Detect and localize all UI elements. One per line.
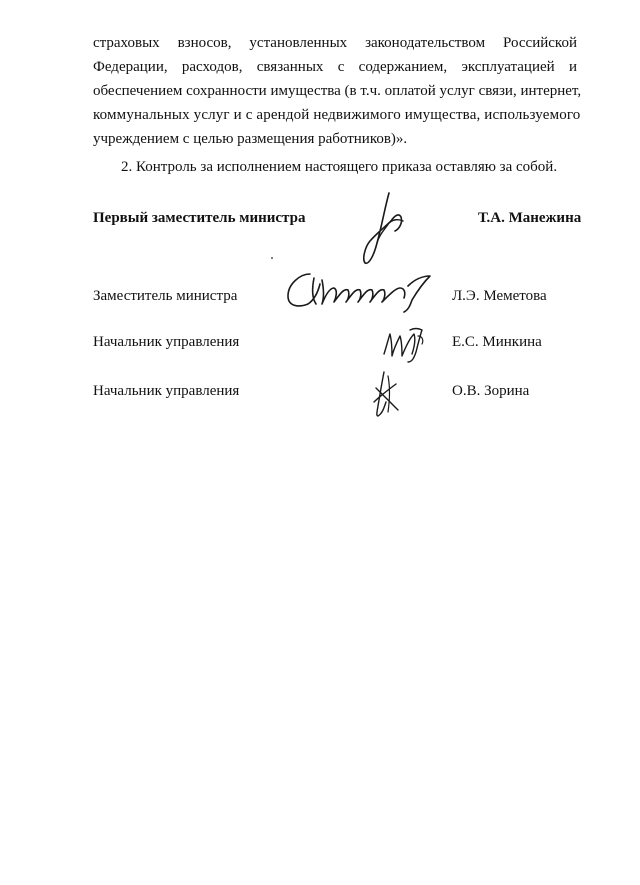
paragraph-line-5: учреждением с целью размещения работников)». (93, 131, 408, 147)
signatory-position-1: Первый заместитель министра (93, 210, 306, 226)
signatory-name-2: Л.Э. Меметова (452, 288, 547, 304)
paragraph-line-2 (93, 58, 577, 76)
signature-1 (355, 185, 415, 270)
signatory-name-1: Т.А. Манежина (478, 210, 582, 226)
word: содержанием, (358, 59, 448, 75)
word: связанных (256, 59, 324, 75)
word: законодательством (365, 35, 486, 51)
word: Федерации, (93, 59, 168, 75)
signatory-position-4: Начальник управления (93, 383, 240, 399)
paragraph-line-1 (93, 34, 577, 52)
signature-4 (368, 368, 404, 420)
paragraph-line-4: коммунальных услуг и с арендой недвижимого имущества, используемого (93, 107, 581, 123)
order-item-2: 2. Контроль за исполнением настоящего приказа оставляю за собой. (121, 159, 558, 175)
scan-speck (271, 257, 273, 259)
signatory-name-3: Е.С. Минкина (452, 334, 542, 350)
signatory-name-4: О.В. Зорина (452, 383, 530, 399)
paragraph-line-3: обеспечением сохранности имущества (в т.ч. оплатой услуг связи, интернет, (93, 83, 582, 99)
word: с (337, 59, 345, 75)
word: установленных (249, 35, 348, 51)
word: страховых (93, 35, 160, 51)
word: и (568, 59, 577, 75)
signature-2 (282, 268, 442, 313)
word: расходов, (181, 59, 243, 75)
signature-3 (380, 322, 430, 364)
word: эксплуатацией (461, 59, 555, 75)
signatory-position-3: Начальник управления (93, 334, 240, 350)
signatory-position-2: Заместитель министра (93, 288, 238, 304)
word: взносов, (177, 35, 232, 51)
word: Российской (503, 35, 577, 51)
